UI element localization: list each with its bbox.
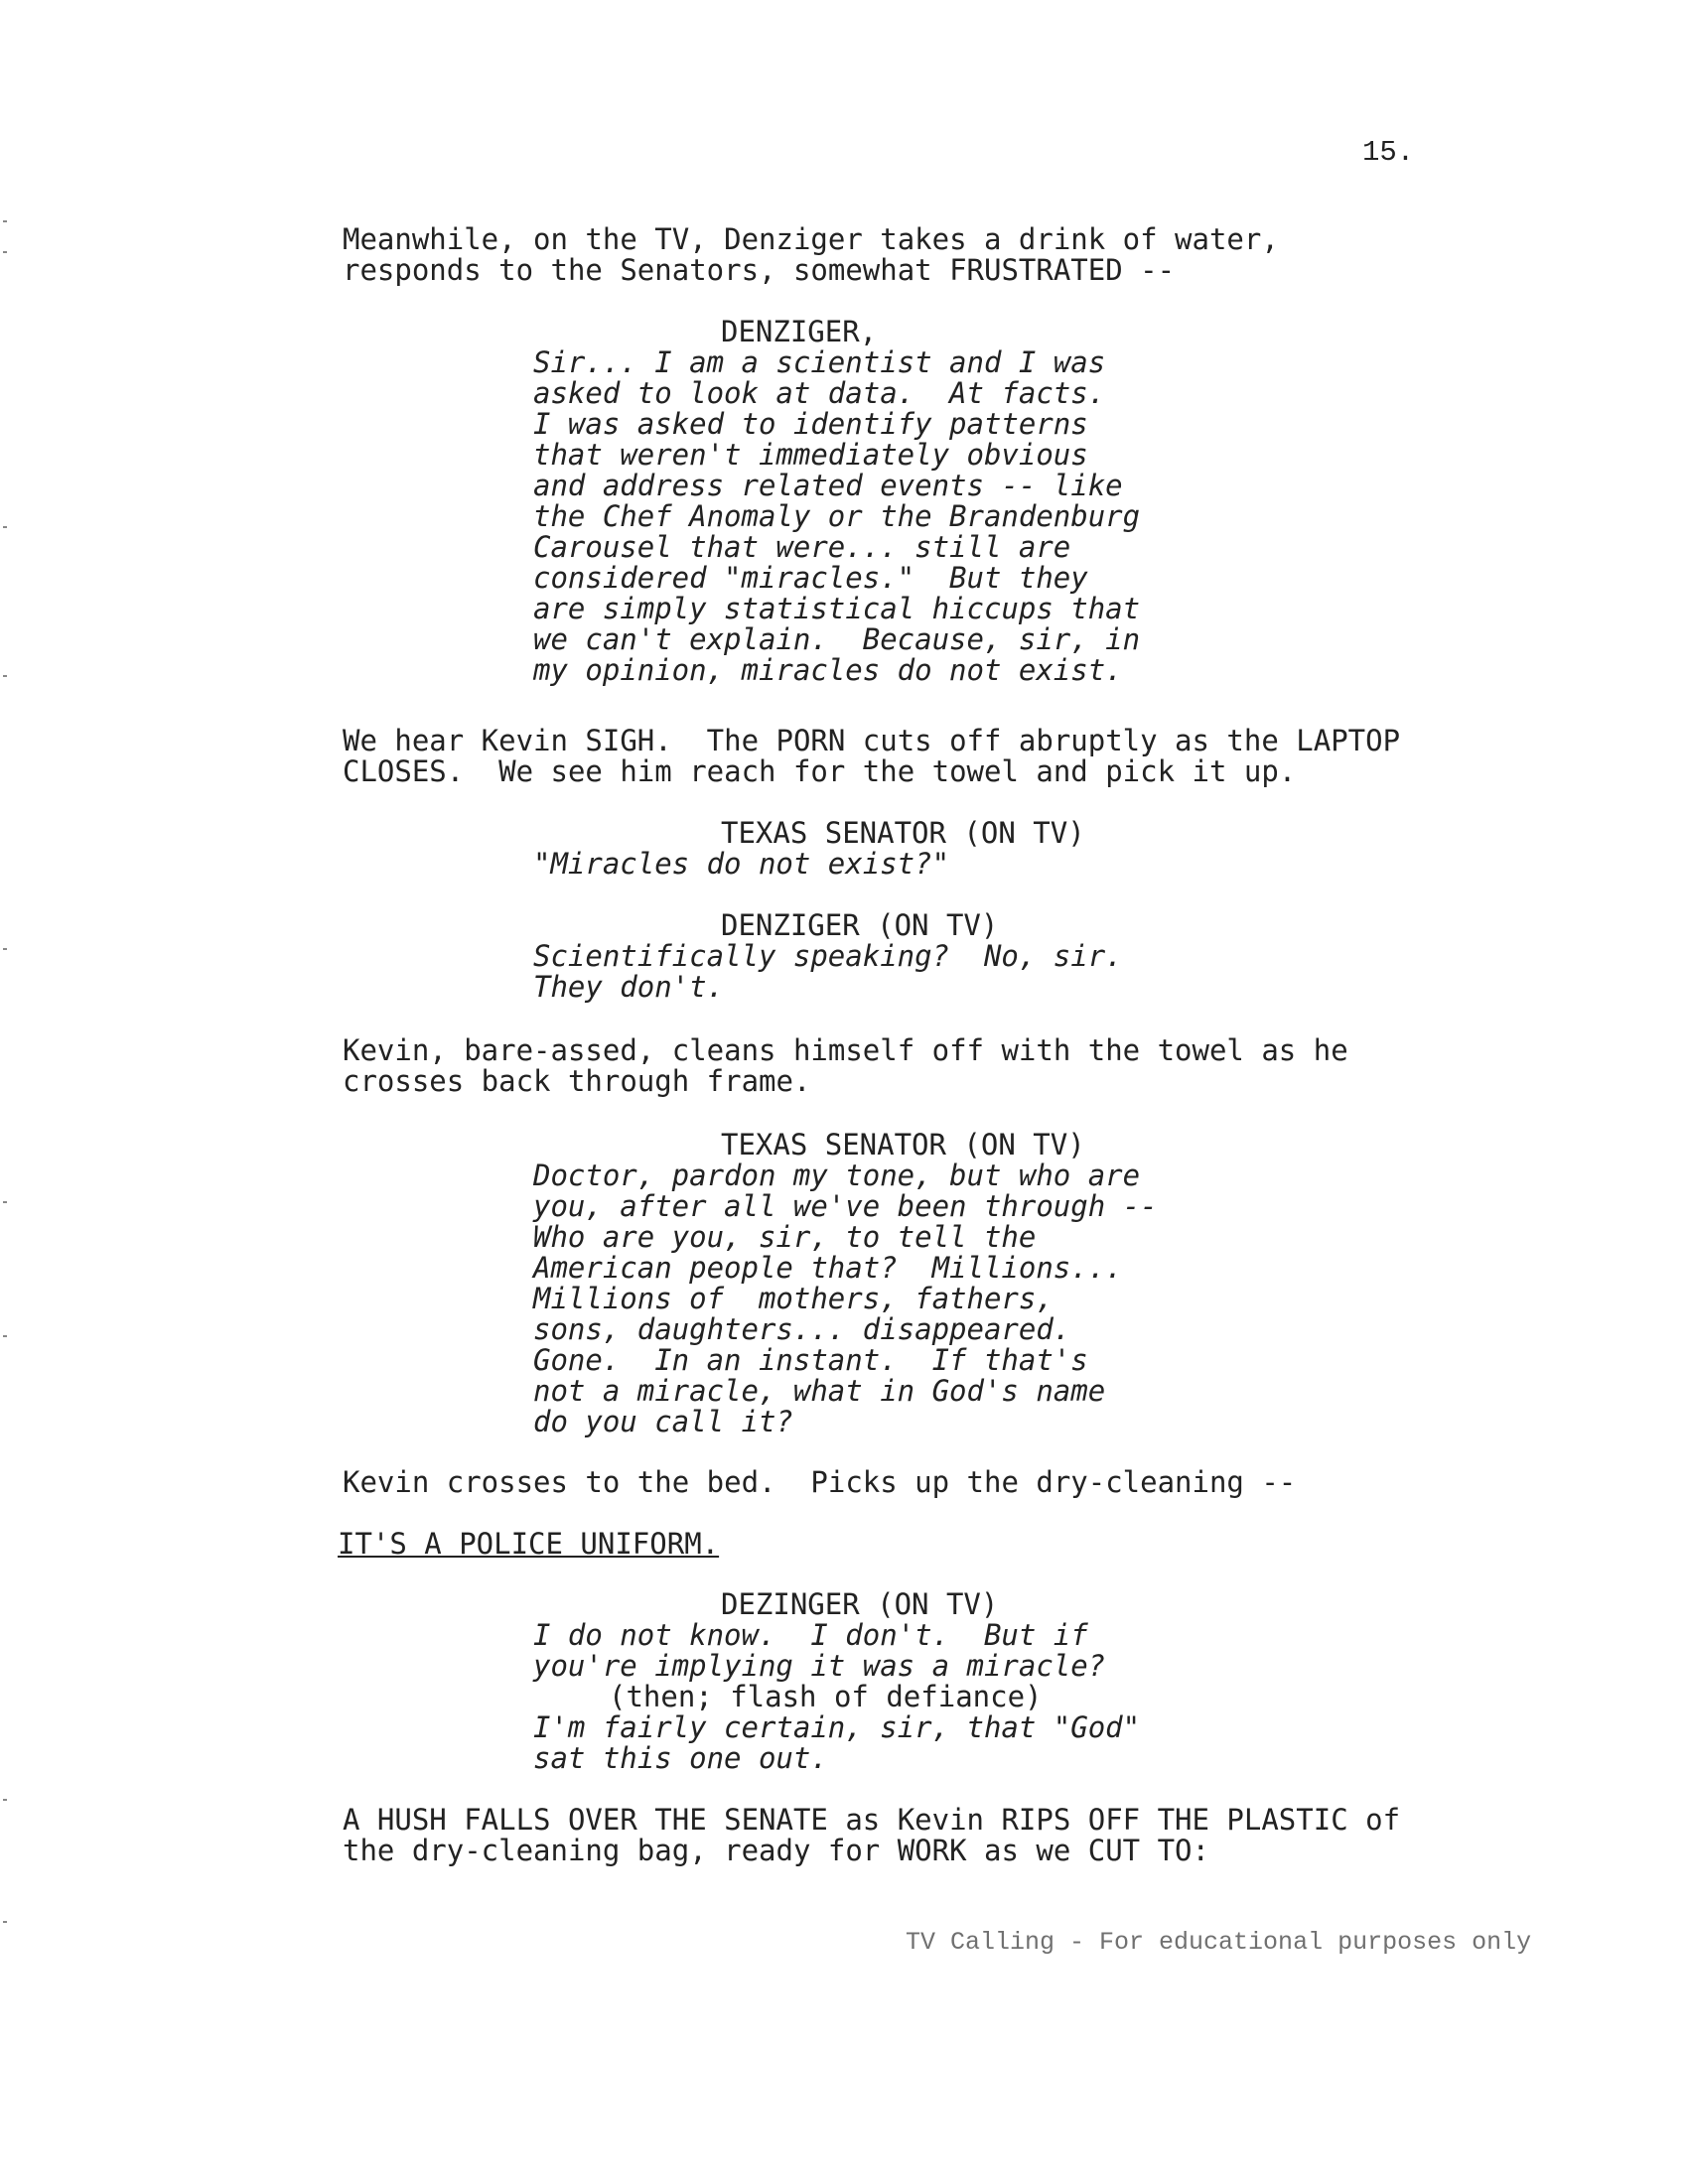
dialogue-line: Doctor, pardon my tone, but who are: [533, 1159, 1141, 1192]
scan-margin-mark: [3, 220, 7, 222]
character-cue: TEXAS SENATOR (ON TV): [721, 816, 1085, 850]
dialogue-line: you, after all we've been through --: [533, 1189, 1158, 1223]
dialogue-line: do you call it?: [533, 1405, 793, 1438]
scan-margin-mark: [3, 1921, 7, 1923]
dialogue-line: "Miracles do not exist?": [533, 847, 950, 881]
dialogue-line: sons, daughters... disappeared.: [533, 1312, 1071, 1346]
dialogue-line: Gone. In an instant. If that's: [533, 1343, 1088, 1377]
dialogue-line: Carousel that were... still are: [533, 530, 1071, 564]
character-cue: DENZIGER,: [721, 315, 878, 348]
dialogue-line: They don't.: [533, 970, 725, 1004]
action-line: A HUSH FALLS OVER THE SENATE as Kevin RIPS OFF THE PLASTIC of: [343, 1803, 1401, 1837]
dialogue-line: Millions of mothers, fathers,: [533, 1282, 1054, 1315]
dialogue-line: you're implying it was a miracle?: [533, 1649, 1106, 1683]
character-cue: DEZINGER (ON TV): [721, 1587, 999, 1621]
action-line: Meanwhile, on the TV, Denziger takes a drink of water,: [343, 222, 1279, 256]
scan-margin-mark: [3, 1335, 7, 1337]
scan-margin-mark: [3, 675, 7, 677]
scan-margin-mark: [3, 1201, 7, 1203]
footer-watermark: TV Calling - For educational purposes only: [906, 1928, 1532, 1957]
action-line: crosses back through frame.: [343, 1064, 811, 1098]
dialogue-line: are simply statistical hiccups that: [533, 592, 1141, 625]
dialogue-line: sat this one out.: [533, 1741, 828, 1775]
scan-margin-mark: [3, 526, 7, 528]
action-line: Kevin crosses to the bed. Picks up the dry-cleaning --: [343, 1465, 1297, 1499]
dialogue-line: that weren't immediately obvious: [533, 438, 1088, 472]
action-line: We hear Kevin SIGH. The PORN cuts off abruptly as the LAPTOP: [343, 724, 1401, 757]
dialogue-line: I was asked to identify patterns: [533, 407, 1088, 441]
dialogue-line: Sir... I am a scientist and I was: [533, 345, 1106, 379]
dialogue-line: and address related events -- like: [533, 469, 1123, 502]
scan-margin-mark: [3, 251, 7, 253]
action-line: Kevin, bare-assed, cleans himself off with the towel as he: [343, 1033, 1348, 1067]
scene-emphasis: IT'S A POLICE UNIFORM.: [338, 1527, 720, 1561]
dialogue-line: I do not know. I don't. But if: [533, 1618, 1088, 1652]
action-line: CLOSES. We see him reach for the towel and pick it up.: [343, 754, 1297, 788]
dialogue-line: American people that? Millions...: [533, 1251, 1123, 1285]
character-cue: DENZIGER (ON TV): [721, 908, 999, 942]
action-line: responds to the Senators, somewhat FRUSTRATED --: [343, 253, 1176, 287]
dialogue-line: Who are you, sir, to tell the: [533, 1220, 1037, 1254]
dialogue-line: we can't explain. Because, sir, in: [533, 622, 1141, 656]
dialogue-line: I'm fairly certain, sir, that "God": [533, 1710, 1141, 1744]
dialogue-line: Scientifically speaking? No, sir.: [533, 939, 1123, 973]
dialogue-line: the Chef Anomaly or the Brandenburg: [533, 499, 1141, 533]
parenthetical: (then; flash of defiance): [609, 1680, 1043, 1713]
dialogue-line: not a miracle, what in God's name: [533, 1374, 1106, 1408]
action-line: the dry-cleaning bag, ready for WORK as we CUT TO:: [343, 1834, 1209, 1867]
scan-margin-mark: [3, 1799, 7, 1801]
dialogue-line: considered "miracles." But they: [533, 561, 1088, 595]
character-cue: TEXAS SENATOR (ON TV): [721, 1128, 1085, 1161]
scan-margin-mark: [3, 948, 7, 950]
dialogue-line: asked to look at data. At facts.: [533, 376, 1106, 410]
dialogue-line: my opinion, miracles do not exist.: [533, 653, 1123, 687]
page-number: 15.: [1362, 136, 1415, 169]
